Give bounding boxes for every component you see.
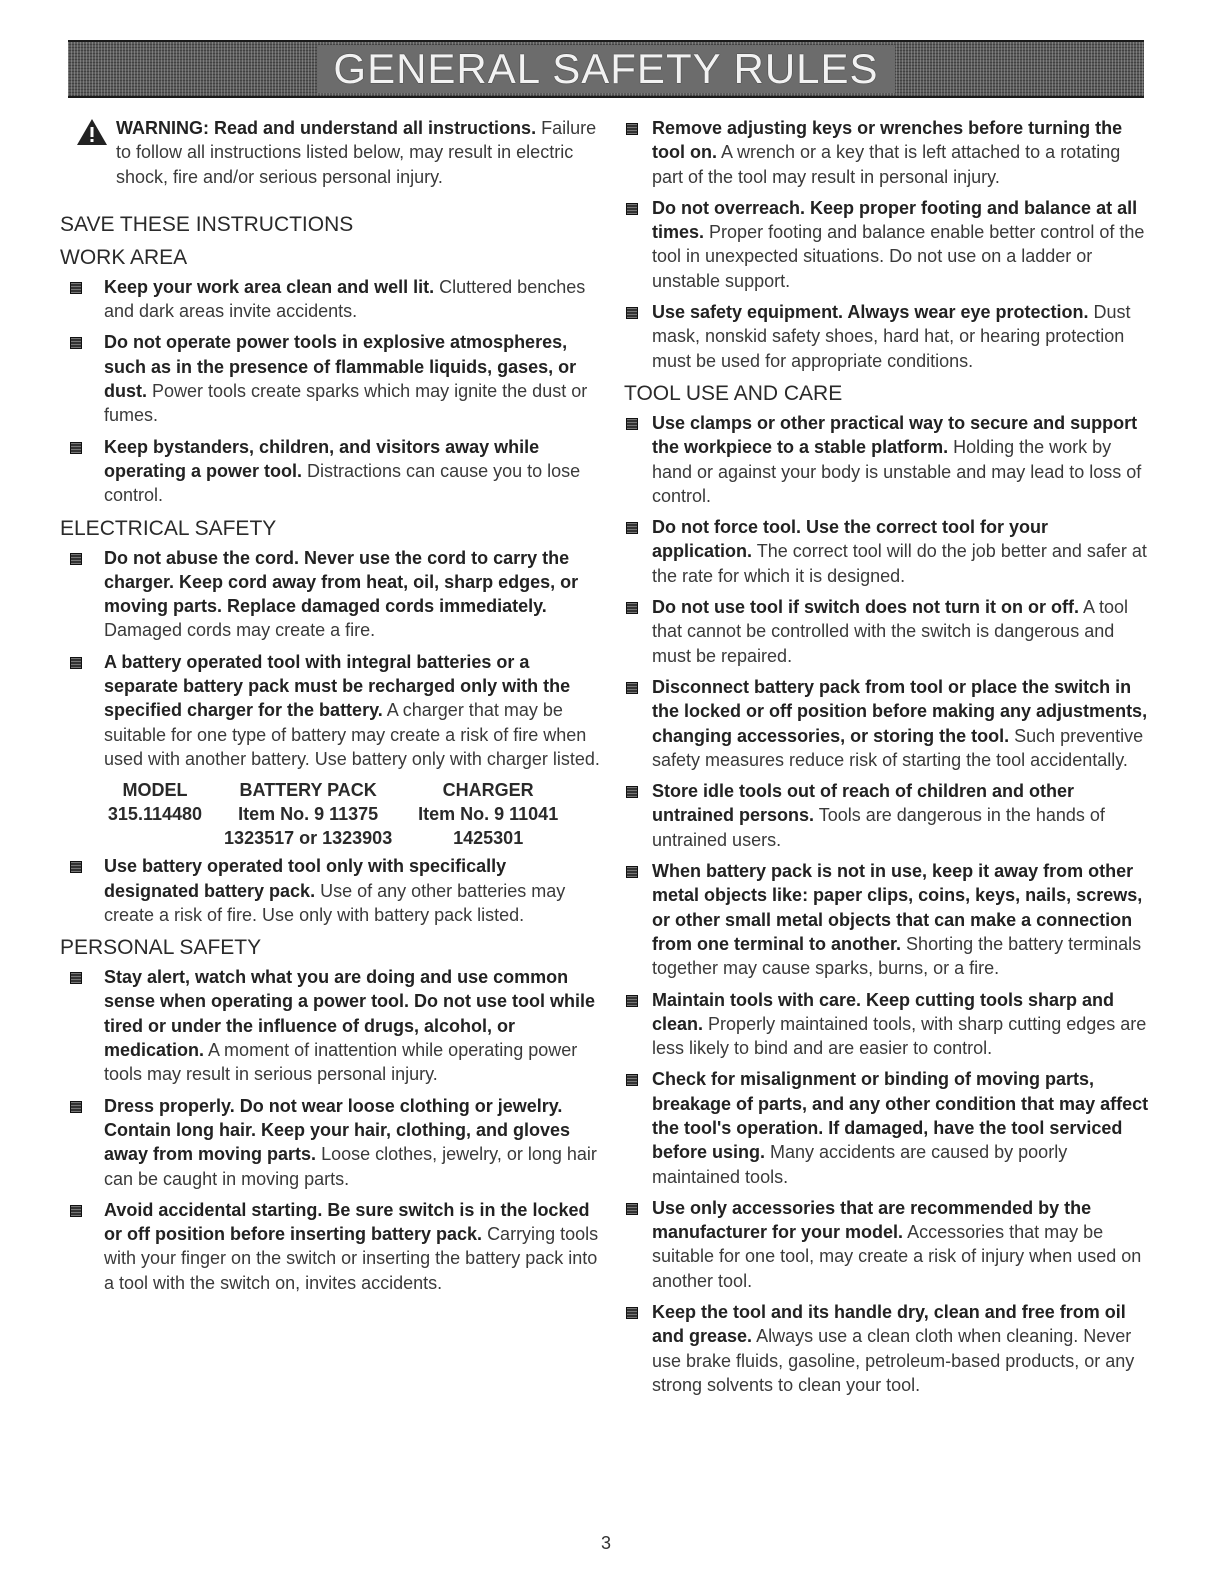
list-item xyxy=(624,196,1150,293)
model-cell: 315.114480 xyxy=(107,804,203,825)
item-bold-text: Stay alert, watch what you are doing and use common sense when operating a power tool. Do not use tool while tired or under the influence of drugs, alcohol, or medication. xyxy=(104,967,596,1061)
work-area-heading: WORK AREA xyxy=(60,245,188,269)
page-number: 3 xyxy=(600,1533,611,1553)
square-bullet-icon xyxy=(626,786,638,798)
warning-text: Failure to follow all instructions listed below, may result in electric shock, fire and/or serious personal injury. xyxy=(116,118,597,187)
item-bold-text: Do not force tool. Use the correct tool for your application. xyxy=(652,517,1049,562)
item-text: Power tools create sparks which may ignite the dust or fumes. xyxy=(104,381,588,426)
square-bullet-icon xyxy=(626,203,638,215)
personal-safety-heading: PERSONAL SAFETY xyxy=(60,936,262,960)
item-text: A charger that may be suitable for one type of battery may create a risk of fire when used with another battery. Use battery only with charger listed. xyxy=(104,700,600,769)
list-item xyxy=(60,1094,600,1191)
warning-bold-text: Read and understand all instructions. xyxy=(214,118,537,138)
save-instructions-heading: SAVE THESE INSTRUCTIONS xyxy=(60,212,354,236)
item-text: Shorting the battery terminals together may cause sparks, burns, or a fire. xyxy=(652,933,1142,979)
square-bullet-icon xyxy=(626,1203,638,1215)
item-text: Proper footing and balance enable better control of the tool in unexpected situations. Do not use on a ladder or unstable support. xyxy=(652,222,1145,291)
item-bold-text: Do not use tool if switch does not turn it on or off. xyxy=(652,597,1079,618)
item-bold-text: Keep the tool and its handle dry, clean and free from oil and grease. xyxy=(652,1302,1126,1347)
electrical-safety-list xyxy=(60,546,600,772)
square-bullet-icon xyxy=(626,682,638,694)
item-text: Loose clothes, jewelry, or long hair can be caught in moving parts. xyxy=(104,1144,597,1189)
warning-triangle-icon xyxy=(76,118,108,146)
item-bold-text: When battery pack is not in use, keep it away from other metal objects like: paper clips, coins, keys, nails, screws, or other small metal objects that can make a connection from one terminal to another. xyxy=(652,861,1143,954)
item-text: Holding the work by hand or against your body is unstable and may lead to loss of control. xyxy=(652,437,1142,506)
personal-safety-list xyxy=(60,965,600,1295)
square-bullet-icon xyxy=(626,995,638,1007)
item-bold-text: Use safety equipment. Always wear eye protection. xyxy=(652,302,1089,323)
model-table-header xyxy=(100,778,570,802)
header-battery-pack: BATTERY PACK xyxy=(239,780,377,801)
item-text: Use of any other batteries may create a risk of fire. Use only with battery pack listed. xyxy=(104,880,566,925)
item-bold-text: Dress properly. Do not wear loose clothing or jewelry. Contain long hair. Keep your hair, clothing, and gloves away from moving parts. xyxy=(104,1095,571,1165)
item-text: Cluttered benches and dark areas invite accidents. xyxy=(104,276,586,322)
item-bold-text: Disconnect battery pack from tool or place the switch in the locked or off position before making any adjustments, changing accessories, or storing the tool. xyxy=(652,676,1148,746)
model-table-row xyxy=(100,826,570,850)
list-item xyxy=(60,965,600,1086)
item-text: Always use a clean cloth when cleaning. Never use brake fluids, gasoline, petroleum-based products, or any strong solvents to clean your tool. xyxy=(652,1326,1135,1395)
item-text: Carrying tools with your finger on the switch or inserting the battery pack into a tool with the switch on, invites accidents. xyxy=(104,1224,599,1293)
charger-cell: Item No. 9 11041 xyxy=(418,804,559,825)
electrical-safety-list-continued xyxy=(60,854,600,927)
item-bold-text: Remove adjusting keys or wrenches before turning the tool on. xyxy=(652,118,1123,163)
header-model: MODEL xyxy=(122,780,188,801)
square-bullet-icon xyxy=(70,1205,82,1217)
electrical-safety-heading: ELECTRICAL SAFETY xyxy=(60,516,277,540)
square-bullet-icon xyxy=(70,282,82,294)
list-item xyxy=(60,650,600,771)
item-text: Properly maintained tools, with sharp cutting edges are less likely to bind and are easier to control. xyxy=(652,1013,1147,1059)
list-item xyxy=(60,546,600,643)
item-text: Dust mask, nonskid safety shoes, hard hat, or hearing protection must be used for appropriate conditions. xyxy=(652,302,1131,371)
model-table xyxy=(100,778,570,850)
item-bold-text: Keep your work area clean and well lit. xyxy=(104,276,435,297)
square-bullet-icon xyxy=(626,307,638,319)
item-text: Tools are dangerous in the hands of untrained users. xyxy=(652,805,1105,850)
item-text: Accessories that may be suitable for one tool, may create a risk of injury when used on another tool. xyxy=(652,1222,1142,1291)
item-bold-text: A battery operated tool with integral batteries or a separate battery pack must be recharged only with the specified charger for the battery. xyxy=(104,651,571,721)
square-bullet-icon xyxy=(626,1307,638,1319)
battery-pack-cell: 1323517 or 1323903 xyxy=(224,828,393,849)
square-bullet-icon xyxy=(70,657,82,669)
item-text: Such preventive safety measures reduce risk of starting the tool accidentally. xyxy=(652,725,1144,770)
list-item xyxy=(624,595,1150,668)
square-bullet-icon xyxy=(626,1074,638,1086)
item-bold-text: Check for misalignment or binding of moving parts, breakage of parts, and any other condition that may affect the tool's operation. If damaged, have the tool serviced before using. xyxy=(652,1069,1149,1163)
list-item xyxy=(624,1196,1150,1293)
list-item xyxy=(624,411,1150,508)
square-bullet-icon xyxy=(70,861,82,873)
header-charger: CHARGER xyxy=(442,780,534,801)
square-bullet-icon xyxy=(626,866,638,878)
square-bullet-icon xyxy=(70,1101,82,1113)
tool-use-list xyxy=(624,411,1150,1397)
charger-cell: 1425301 xyxy=(453,828,524,849)
item-bold-text: Maintain tools with care. Keep cutting tools sharp and clean. xyxy=(652,989,1115,1034)
tool-use-heading: TOOL USE AND CARE xyxy=(624,381,843,405)
item-bold-text: Use only accessories that are recommended by the manufacturer for your model. xyxy=(652,1197,1092,1243)
list-item xyxy=(624,1067,1150,1188)
item-bold-text: Do not overreach. Keep proper footing and balance at all times. xyxy=(652,197,1138,243)
item-bold-text: Avoid accidental starting. Be sure switch is in the locked or off position before inserting battery pack. xyxy=(104,1199,590,1245)
item-bold-text: Use battery operated tool only with specifically designated battery pack. xyxy=(104,856,507,901)
list-item xyxy=(624,988,1150,1061)
item-bold-text: Keep bystanders, children, and visitors away while operating a power tool. xyxy=(104,436,540,481)
battery-pack-cell: Item No. 9 11375 xyxy=(238,804,379,825)
list-item xyxy=(624,515,1150,588)
square-bullet-icon xyxy=(626,602,638,614)
square-bullet-icon xyxy=(70,337,82,349)
title-banner xyxy=(68,40,1144,98)
left-column xyxy=(60,116,600,1302)
warning-block xyxy=(60,116,600,189)
list-item xyxy=(60,854,600,927)
square-bullet-icon xyxy=(626,522,638,534)
list-item xyxy=(60,435,600,508)
right-column xyxy=(624,116,1150,1404)
list-item xyxy=(60,275,600,324)
item-bold-text: Do not abuse the cord. Never use the cord to carry the charger. Keep cord away from heat, oil, sharp edges, or moving parts. Replace damaged cords immediately. xyxy=(104,547,579,617)
item-text: The correct tool will do the job better and safer at the rate for which it is designed. xyxy=(652,541,1147,586)
square-bullet-icon xyxy=(626,123,638,135)
item-text: A tool that cannot be controlled with the switch is dangerous and must be repaired. xyxy=(652,597,1129,666)
personal-safety-list-continued xyxy=(624,116,1150,373)
list-item xyxy=(624,1300,1150,1397)
list-item xyxy=(624,779,1150,852)
square-bullet-icon xyxy=(70,553,82,565)
item-text: A moment of inattention while operating power tools may result in serious personal injury. xyxy=(104,1040,578,1085)
item-bold-text: Do not operate power tools in explosive atmospheres, such as in the presence of flammable liquids, gases, or dust. xyxy=(104,332,577,402)
list-item xyxy=(60,1198,600,1295)
item-text: Damaged cords may create a fire. xyxy=(104,620,376,641)
warning-label: WARNING: xyxy=(116,118,209,138)
list-item xyxy=(624,859,1150,980)
item-text: Many accidents are caused by poorly maintained tools. xyxy=(652,1142,1068,1187)
item-text: Distractions can cause you to lose control. xyxy=(104,460,581,506)
item-text: A wrench or a key that is left attached to a rotating part of the tool may result in personal injury. xyxy=(652,142,1121,187)
model-table-row xyxy=(100,802,570,826)
item-bold-text: Store idle tools out of reach of children and other untrained persons. xyxy=(652,781,1075,826)
square-bullet-icon xyxy=(70,972,82,984)
item-bold-text: Use clamps or other practical way to secure and support the workpiece to a stable platform. xyxy=(652,412,1138,458)
list-item xyxy=(624,116,1150,189)
work-area-list xyxy=(60,275,600,508)
list-item xyxy=(624,675,1150,772)
list-item xyxy=(60,330,600,427)
model-cell xyxy=(100,826,210,850)
square-bullet-icon xyxy=(70,442,82,454)
list-item xyxy=(624,300,1150,373)
page-title: GENERAL SAFETY RULES xyxy=(317,45,894,93)
square-bullet-icon xyxy=(626,418,638,430)
